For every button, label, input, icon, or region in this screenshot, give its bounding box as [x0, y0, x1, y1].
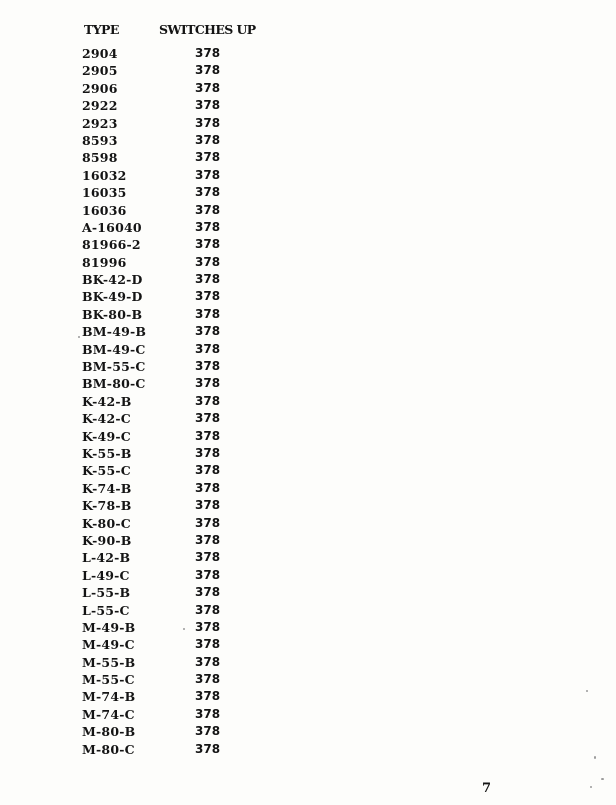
- scan-speck: [590, 786, 592, 788]
- type-cell: BM-80-C: [82, 376, 146, 392]
- table-row: [0, 342, 300, 359]
- table-row: [0, 446, 300, 463]
- switches-up-cell: 378: [195, 359, 221, 374]
- type-cell: A-16040: [82, 219, 142, 235]
- type-cell: K-78-B: [82, 498, 132, 514]
- switches-up-cell: 378: [195, 341, 221, 356]
- type-cell: K-90-B: [82, 532, 132, 548]
- type-cell: M-80-C: [82, 741, 135, 757]
- switches-up-cell: 378: [195, 115, 221, 130]
- page-number: 7: [482, 781, 492, 796]
- table-row: [0, 394, 300, 411]
- type-cell: K-42-C: [82, 411, 131, 427]
- switches-up-cell: 378: [195, 428, 221, 443]
- table-row: [0, 707, 300, 724]
- table-row: [0, 220, 300, 237]
- table-row: [0, 585, 300, 602]
- table-row: [0, 742, 300, 759]
- switches-up-cell: 378: [195, 637, 221, 652]
- table-row: [0, 133, 300, 150]
- switches-up-cell: 378: [195, 185, 221, 200]
- switches-up-cell: 378: [195, 219, 221, 234]
- table-row: [0, 429, 300, 446]
- type-cell: 2922: [82, 98, 118, 114]
- switches-up-cell: 378: [195, 463, 221, 478]
- switches-up-cell: 378: [195, 585, 221, 600]
- switches-up-cell: 378: [195, 272, 221, 287]
- table-row: [0, 689, 300, 706]
- type-cell: 8598: [82, 150, 118, 166]
- type-cell: 16036: [82, 202, 127, 218]
- type-cell: BK-42-D: [82, 272, 143, 288]
- switches-up-cell: 378: [195, 98, 221, 113]
- type-cell: 2904: [82, 46, 118, 61]
- type-table-body: [0, 46, 300, 759]
- table-row: [0, 533, 300, 550]
- table-row: [0, 237, 300, 254]
- table-row: [0, 185, 300, 202]
- switches-up-cell: 378: [195, 515, 221, 530]
- type-cell: M-55-B: [82, 654, 136, 670]
- table-row: [0, 63, 300, 80]
- table-row: [0, 46, 300, 63]
- table-row: [0, 672, 300, 689]
- type-cell: K-74-B: [82, 480, 132, 496]
- type-cell: K-55-B: [82, 445, 132, 461]
- switches-up-cell: 378: [195, 202, 221, 217]
- type-cell: 16035: [82, 185, 127, 201]
- type-cell: M-74-C: [82, 706, 135, 722]
- table-row: [0, 637, 300, 654]
- switches-up-cell: 378: [195, 46, 221, 60]
- scan-speck: [601, 778, 604, 780]
- switches-up-cell: 378: [195, 532, 221, 547]
- table-row: [0, 550, 300, 567]
- switches-up-cell: 378: [195, 376, 221, 391]
- switches-up-cell: 378: [195, 324, 221, 339]
- table-row: [0, 498, 300, 515]
- type-cell: 81996: [82, 254, 127, 270]
- table-row: [0, 516, 300, 533]
- table-row: [0, 655, 300, 672]
- type-cell: 2905: [82, 63, 118, 79]
- switches-up-cell: 378: [195, 63, 221, 78]
- switches-up-cell: 378: [195, 654, 221, 669]
- scan-speck: [594, 756, 596, 759]
- type-cell: L-55-C: [82, 602, 130, 618]
- table-row: [0, 81, 300, 98]
- table-row: [0, 116, 300, 133]
- type-cell: BK-80-B: [82, 306, 143, 322]
- table-row: [0, 568, 300, 585]
- type-cell: BM-55-C: [82, 359, 146, 375]
- switches-up-cell: 378: [195, 672, 221, 687]
- switches-up-cell: 378: [195, 445, 221, 460]
- type-cell: M-80-B: [82, 724, 136, 740]
- table-row: [0, 359, 300, 376]
- type-cell: BM-49-B: [82, 324, 147, 340]
- switches-up-cell: 378: [195, 550, 221, 565]
- switches-up-cell: 378: [195, 306, 221, 321]
- switches-up-cell: 378: [195, 132, 221, 147]
- type-cell: 2906: [82, 80, 118, 96]
- switches-up-cell: 378: [195, 724, 221, 739]
- scan-speck: [183, 628, 185, 630]
- type-cell: 2923: [82, 115, 118, 131]
- switches-up-cell: 378: [195, 237, 221, 252]
- type-column-header: TYPE: [84, 22, 119, 37]
- switches-up-cell: 378: [195, 393, 221, 408]
- type-cell: 8593: [82, 132, 118, 148]
- table-row: [0, 307, 300, 324]
- type-cell: K-42-B: [82, 393, 132, 409]
- table-row: [0, 150, 300, 167]
- switches-up-cell: 378: [195, 80, 221, 95]
- scan-speck: [586, 690, 588, 692]
- switches-up-cell: 378: [195, 411, 221, 426]
- type-cell: M-55-C: [82, 672, 135, 688]
- switches-up-cell: 378: [195, 480, 221, 495]
- type-cell: L-42-B: [82, 550, 131, 566]
- type-cell: 16032: [82, 167, 127, 183]
- type-cell: K-55-C: [82, 463, 131, 479]
- table-row: [0, 481, 300, 498]
- table-row: [0, 203, 300, 220]
- switches-up-cell: 378: [195, 602, 221, 617]
- type-cell: M-74-B: [82, 689, 136, 705]
- type-cell: K-49-C: [82, 428, 131, 444]
- table-row: [0, 724, 300, 741]
- type-cell: BK-49-D: [82, 289, 143, 305]
- table-row: [0, 463, 300, 480]
- type-cell: K-80-C: [82, 515, 131, 531]
- table-row: [0, 603, 300, 620]
- switches-up-cell: 378: [195, 289, 221, 304]
- table-row: [0, 324, 300, 341]
- type-cell: L-55-B: [82, 585, 131, 601]
- type-cell: M-49-C: [82, 637, 135, 653]
- switches-up-cell: 378: [195, 741, 221, 756]
- scan-speck: [78, 336, 80, 338]
- switches-up-cell: 378: [195, 498, 221, 513]
- table-row: [0, 620, 300, 637]
- table-row: [0, 255, 300, 272]
- type-cell: 81966-2: [82, 237, 141, 253]
- table-row: [0, 376, 300, 393]
- table-row: [0, 272, 300, 289]
- switches-up-cell: 378: [195, 167, 221, 182]
- switches-up-cell: 378: [195, 619, 221, 634]
- type-cell: L-49-C: [82, 567, 130, 583]
- switches-up-cell: 378: [195, 150, 221, 165]
- table-row: [0, 168, 300, 185]
- switches-up-cell: 378: [195, 567, 221, 582]
- table-row: [0, 289, 300, 306]
- switches-up-cell: 378: [195, 689, 221, 704]
- type-cell: M-49-B: [82, 619, 136, 635]
- switches-up-cell: 378: [195, 706, 221, 721]
- switches-up-cell: 378: [195, 254, 221, 269]
- switches-up-column-header: SWITCHES UP: [159, 22, 256, 37]
- table-row: [0, 411, 300, 428]
- table-row: [0, 98, 300, 115]
- type-cell: BM-49-C: [82, 341, 146, 357]
